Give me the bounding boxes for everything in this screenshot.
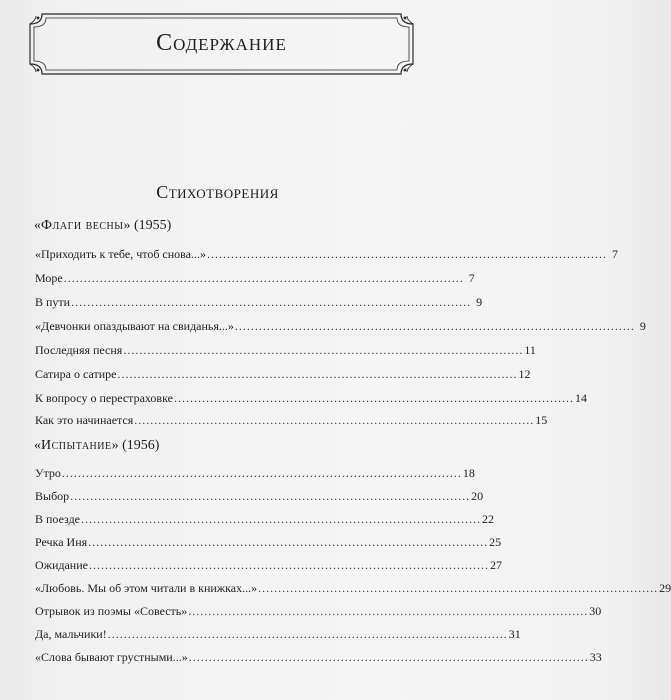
toc-entry-title: «Девчонки опаздывают на свиданья...» [35, 319, 234, 333]
group-name: Испытание [41, 438, 112, 453]
toc-leader-dots: .................................................................................................... [107, 627, 508, 641]
toc-entry[interactable] [35, 367, 531, 383]
group-name: Флаги весны [41, 218, 124, 233]
toc-entry-page: 15 [535, 413, 548, 427]
toc-entry[interactable] [35, 489, 484, 505]
toc-entry-page: 14 [574, 391, 587, 405]
toc-entry-title: Последняя песня [35, 343, 123, 357]
toc-entry[interactable] [35, 343, 536, 359]
toc-entry[interactable] [35, 247, 619, 263]
toc-entry-title: «Слова бывают грустными...» [35, 650, 188, 664]
toc-leader-dots: .................................................................................................... [88, 535, 489, 549]
toc-leader-dots: .................................................................................................... [173, 391, 574, 405]
toc-leader-dots: .................................................................................................... [117, 367, 518, 381]
toc-entry[interactable] [35, 627, 521, 643]
toc-entry[interactable] [35, 581, 671, 597]
toc-entry-title: В поезде [35, 512, 80, 526]
toc-entry-title: Речка Иня [35, 535, 88, 549]
toc-entry[interactable] [35, 466, 475, 482]
toc-entry[interactable] [35, 650, 602, 666]
toc-leader-dots: .................................................................................................... [134, 413, 535, 427]
toc-entry-page: 11 [524, 343, 536, 357]
toc-entry[interactable] [35, 512, 494, 528]
section-title: Стихотворения [156, 182, 279, 202]
group-year: (1955) [133, 218, 172, 233]
toc-entry-title: «Приходить к тебе, чтоб снова...» [35, 247, 207, 261]
toc-entry[interactable] [35, 604, 602, 620]
toc-entry-title: В пути [35, 295, 71, 309]
toc-leader-dots: .................................................................................................... [71, 295, 472, 309]
toc-leader-dots: .................................................................................................... [63, 271, 464, 285]
toc-entry-page: 18 [462, 466, 475, 480]
toc-leader-dots: .................................................................................................... [207, 247, 608, 261]
toc-entry-title: Сатира о сатире [35, 367, 117, 381]
group-year: (1956) [122, 438, 160, 453]
toc-leader-dots: .................................................................................................... [81, 512, 481, 526]
toc-entry-page: 20 [471, 489, 484, 503]
toc-leader-dots: .................................................................................................... [70, 489, 471, 503]
toc-entry-title: Море [35, 271, 63, 285]
toc-entry-title: «Любовь. Мы об этом читали в книжках...» [35, 581, 258, 595]
toc-entry-page: 7 [468, 271, 475, 285]
toc-leader-dots: .................................................................................................... [88, 558, 489, 572]
toc-entry[interactable] [35, 271, 475, 287]
toc-entry-page: 33 [589, 650, 602, 664]
toc-leader-dots: .................................................................................................... [188, 650, 589, 664]
group-title: «Испытание» (1956) [34, 438, 160, 453]
group-title: «Флаги весны» (1955) [34, 218, 172, 233]
toc-entry-title: Ожидание [35, 558, 88, 572]
toc-entry-page: 22 [482, 512, 494, 526]
toc-entry-title: Да, мальчики! [35, 627, 107, 641]
toc-entry-title: К вопросу о перестраховке [35, 391, 173, 405]
toc-entry-page: 30 [589, 604, 602, 618]
toc-entry-page: 9 [476, 295, 483, 309]
toc-leader-dots: .................................................................................................... [234, 319, 635, 333]
toc-entry-page: 12 [518, 367, 531, 381]
toc-leader-dots: .................................................................................................... [123, 343, 524, 357]
toc-entry-page: 25 [489, 535, 502, 549]
page-title: Содержание [156, 30, 287, 56]
toc-entry[interactable] [35, 391, 587, 407]
toc-entry-title: Выбор [35, 489, 70, 503]
toc-leader-dots: .................................................................................................... [61, 466, 462, 480]
toc-leader-dots: .................................................................................................... [258, 581, 659, 595]
header-ornamental-frame [28, 12, 415, 76]
toc-entry[interactable] [35, 558, 502, 574]
toc-entry[interactable] [35, 319, 646, 335]
toc-entry-page: 27 [489, 558, 502, 572]
toc-entry[interactable] [35, 535, 502, 551]
toc-entry-page: 7 [612, 247, 619, 261]
toc-entry-page: 31 [508, 627, 521, 641]
toc-leader-dots: .................................................................................................... [188, 604, 589, 618]
toc-entry-title: Утро [35, 466, 61, 480]
toc-entry-title: Как это начинается [35, 413, 134, 427]
toc-entry-page: 29 [659, 581, 671, 595]
toc-entry-title: Отрывок из поэмы «Совесть» [35, 604, 188, 618]
toc-entry-page: 9 [639, 319, 646, 333]
toc-entry[interactable] [35, 413, 548, 429]
toc-entry[interactable] [35, 295, 483, 311]
